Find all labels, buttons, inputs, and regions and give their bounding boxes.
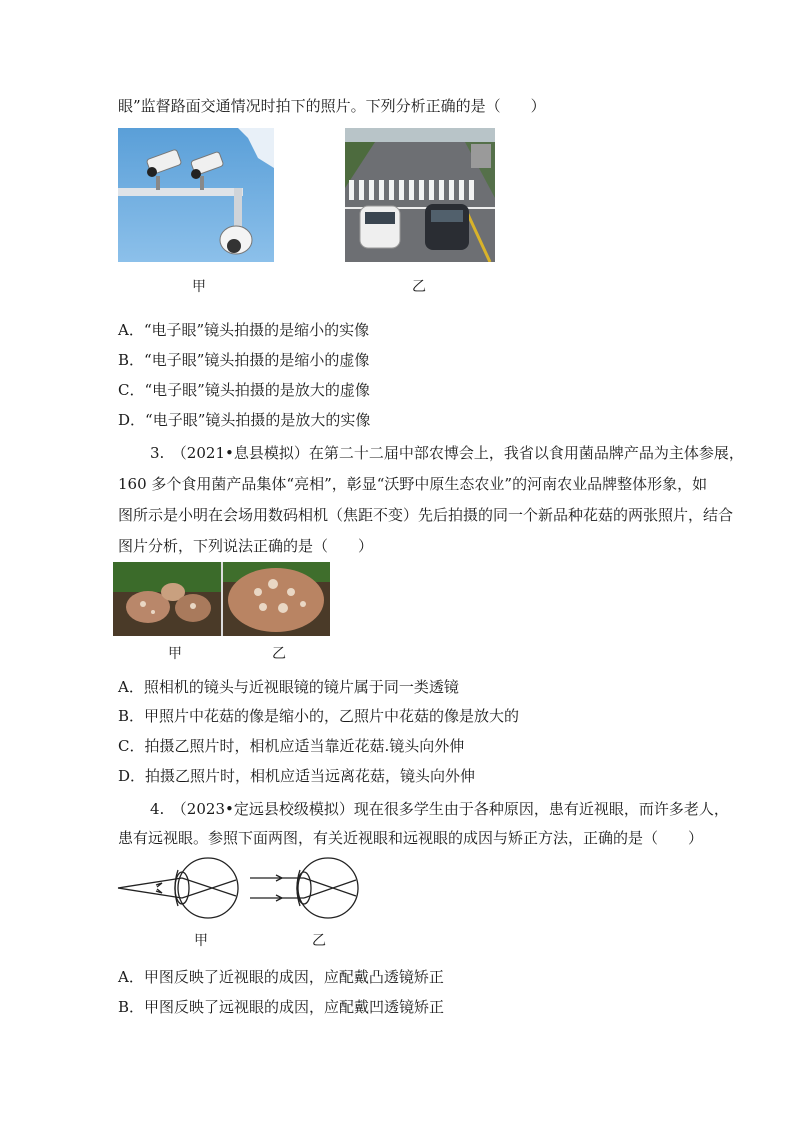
q3-stem-line-1: 3. （2021•息县模拟）在第二十二届中部农博会上，我省以食用菌品牌产品为主体参展， bbox=[150, 444, 744, 462]
q3-option-a: A．照相机的镜头与近视眼镜的镜片属于同一类透镜 bbox=[118, 678, 459, 696]
q4-option-b: B．甲图反映了远视眼的成因，应配戴凹透镜矫正 bbox=[118, 998, 445, 1016]
q4-option-a: A．甲图反映了近视眼的成因，应配戴凸透镜矫正 bbox=[118, 968, 444, 986]
q4-stem-line-1: 4. （2023•定远县校级模拟）现在很多学生由于各种原因，患有近视眼，而许多老人， bbox=[150, 800, 729, 818]
q4-stem-line-2: 患有远视眼。参照下面两图，有关近视眼和远视眼的成因与矫正方法，正确的是（ ） bbox=[118, 829, 704, 847]
q3-stem-line-4: 图片分析，下列说法正确的是（ ） bbox=[118, 537, 374, 555]
q2-option-b: B．“电子眼”镜头拍摄的是缩小的虚像 bbox=[118, 351, 370, 369]
q2-camera-photo bbox=[118, 128, 274, 262]
q2-option-d: D．“电子眼”镜头拍摄的是放大的实像 bbox=[118, 411, 371, 429]
q3-fig-caption-right: 乙 bbox=[272, 646, 286, 662]
q2-option-c: C．“电子眼”镜头拍摄的是放大的虚像 bbox=[118, 381, 370, 399]
q3-fig-caption-left: 甲 bbox=[168, 646, 182, 662]
q3-stem-line-2: 160 多个食用菌产品集体“亮相”，彰显“沃野中原生态农业”的河南农业品牌整体形象，如 bbox=[118, 475, 708, 493]
q2-road-photo bbox=[345, 128, 495, 262]
q4-fig-caption-right: 乙 bbox=[312, 933, 326, 949]
q2-option-a: A．“电子眼”镜头拍摄的是缩小的实像 bbox=[118, 321, 370, 339]
q2-stem: 眼”监督路面交通情况时拍下的照片。下列分析正确的是（ ） bbox=[118, 97, 546, 115]
q2-fig-caption-right: 乙 bbox=[412, 279, 426, 295]
q3-option-d: D．拍摄乙照片时，相机应适当远离花菇，镜头向外伸 bbox=[118, 767, 476, 785]
q3-stem-line-3: 图所示是小明在会场用数码相机（焦距不变）先后拍摄的同一个新品种花菇的两张照片，结合 bbox=[118, 506, 734, 524]
q3-mushroom-photos bbox=[113, 562, 330, 636]
q2-fig-caption-left: 甲 bbox=[192, 279, 206, 295]
q3-option-b: B．甲照片中花菇的像是缩小的，乙照片中花菇的像是放大的 bbox=[118, 707, 520, 725]
q4-fig-caption-left: 甲 bbox=[194, 933, 208, 949]
q4-eye-diagrams bbox=[116, 856, 366, 926]
q3-option-c: C．拍摄乙照片时，相机应适当靠近花菇.镜头向外伸 bbox=[118, 737, 465, 755]
